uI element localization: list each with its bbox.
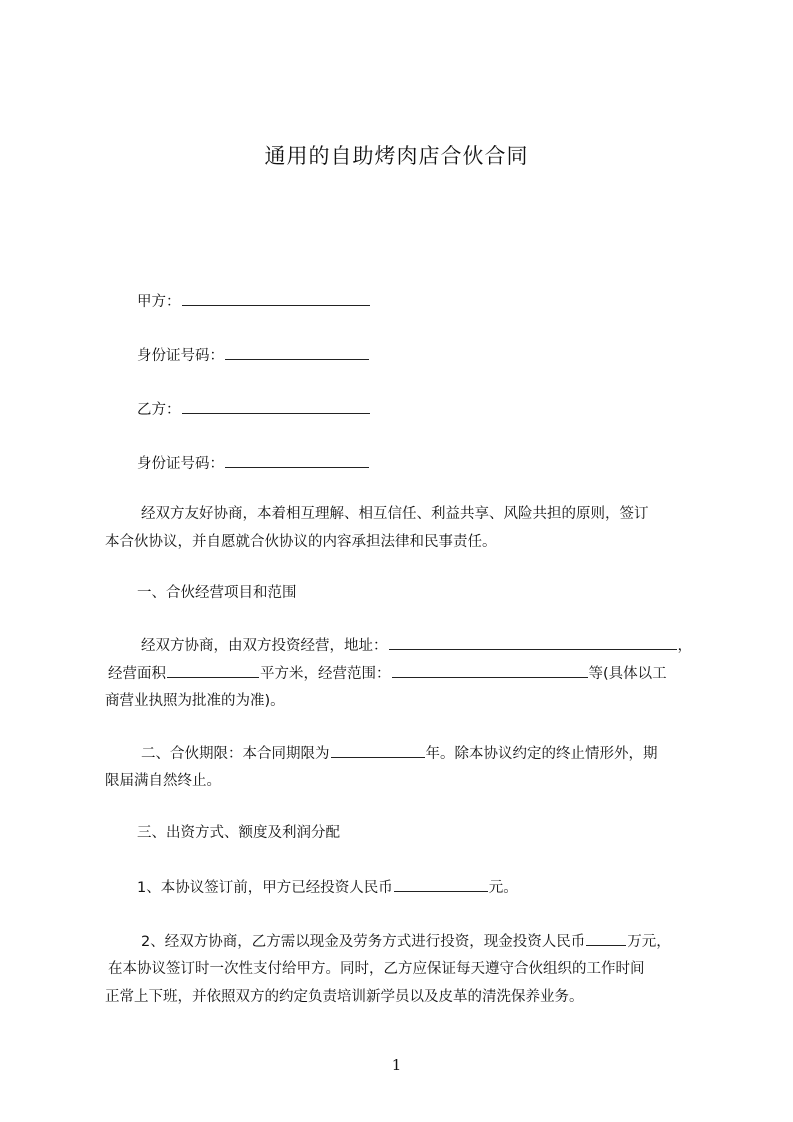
page-number: 1 [391, 1056, 402, 1074]
area-blank[interactable] [167, 662, 259, 678]
scope-blank[interactable] [392, 662, 588, 678]
s2-line-1 [141, 742, 658, 765]
s1-l2-tail: 等(具体以工 [588, 666, 667, 682]
id-number-b-line [137, 452, 370, 475]
s3-p1-tail: 元。 [488, 880, 518, 896]
investment-b-blank[interactable] [586, 930, 626, 946]
s1-line-3: 商营业执照为批准的为准)。 [105, 693, 285, 709]
s3-p2-tail: 万元， [627, 934, 671, 950]
party-b-blank[interactable] [182, 398, 370, 414]
address-blank[interactable] [389, 634, 677, 650]
party-b-label: 乙方： [137, 402, 181, 418]
s1-l2-area-label: 经营面积 [108, 666, 166, 682]
s2-l1-text: 二、合伙期限：本合同期限为 [141, 746, 330, 762]
s3-para-1 [137, 876, 518, 899]
section1-heading: 一、合伙经营项目和范围 [137, 585, 297, 601]
party-b-line [137, 398, 371, 421]
s3-para-2-line-1 [141, 930, 671, 953]
id-number-a-line [137, 344, 370, 367]
id-number-b-blank[interactable] [225, 452, 369, 468]
s1-line-1 [141, 634, 692, 657]
s1-l1-comma: ， [677, 638, 692, 654]
party-a-line [137, 290, 371, 313]
id-number-b-label: 身份证号码： [137, 456, 224, 472]
section3-heading: 三、出资方式、额度及利润分配 [137, 825, 340, 841]
s2-l1-tail: 年。除本协议约定的终止情形外，期 [425, 746, 658, 762]
id-number-a-blank[interactable] [225, 344, 369, 360]
s3-para-2-line-2: 在本协议签订时一次性支付给甲方。同时，乙方应保证每天遵守合伙组织的工作时间 [108, 961, 645, 977]
id-number-a-label: 身份证号码： [137, 348, 224, 364]
term-blank[interactable] [331, 742, 425, 758]
s1-l1-text: 经双方协商，由双方投资经营，地址： [141, 638, 388, 654]
intro-line-1: 经双方友好协商，本着相互理解、相互信任、利益共享、风险共担的原则，签订 [141, 506, 649, 522]
s1-l2-scope-label: 平方米，经营范围： [260, 666, 391, 682]
s2-line-2: 限届满自然终止。 [105, 773, 221, 789]
s3-p2-text: 2、经双方协商，乙方需以现金及劳务方式进行投资，现金投资人民币 [141, 934, 586, 950]
page-title: 通用的自助烤肉店合伙合同 [264, 144, 529, 168]
intro-line-2: 本合伙协议，并自愿就合伙协议的内容承担法律和民事责任。 [105, 534, 497, 550]
party-a-blank[interactable] [182, 290, 370, 306]
s1-line-2 [108, 662, 667, 685]
s3-para-2-line-3: 正常上下班，并依照双方的约定负责培训新学员以及皮革的清洗保养业务。 [105, 989, 584, 1005]
party-a-label: 甲方： [137, 294, 181, 310]
s3-p1-text: 1、本协议签订前，甲方已经投资人民币 [137, 880, 393, 896]
investment-a-blank[interactable] [394, 876, 488, 892]
